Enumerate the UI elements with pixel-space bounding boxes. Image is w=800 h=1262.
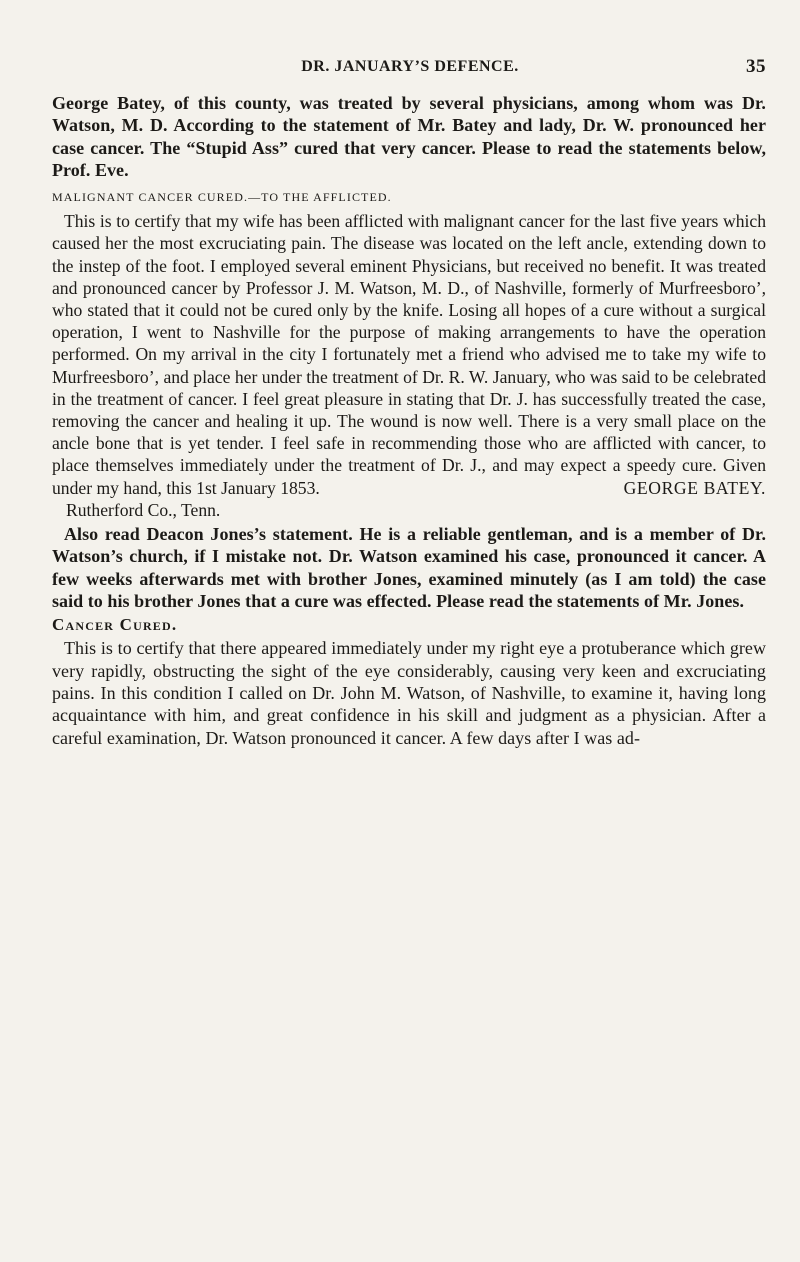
opening-paragraph: George Batey, of this county, was treated by several physicians, among whom was Dr. Watson, M. D. According to the statement of Mr. Batey and lady, Dr. W. pronounced her case cancer. The “Stupid Ass” cured that very cancer. Please to read the statements below, Prof. Eve. <box>52 93 766 181</box>
jones-certificate: This is to certify that there appeared immediately under my right eye a protuberance which grew very rapidly, obstructing the sight of the eye considerably, causing very keen and excruciating pains. In this condition I called on Dr. John M. Watson, of Nashville, to examine it, having long acquaintance with him, and great confidence in his skill and judgment as a physician. After a careful examination, Dr. Watson pronounced it cancer. A few days after I was ad- <box>52 638 766 748</box>
section-heading-malignant-cancer: MALIGNANT CANCER CURED.—TO THE AFFLICTED. <box>52 189 392 204</box>
running-title: DR. JANUARY’S DEFENCE. <box>301 58 519 75</box>
signature-place: Rutherford Co., Tenn. <box>66 499 221 520</box>
signature-name: GEORGE BATEY. <box>623 477 766 498</box>
jones-intro-paragraph: Also read Deacon Jones’s statement. He is a reliable gentleman, and is a member of Dr. Watson’s church, if I mistake not. Dr. Watson examined his case, pronounced it cancer. A few weeks afterwards met with brother Jones, examined minutely (as I am told) the case said to his brother Jones that a cure was effected. Please read the statements of Mr. Jones. <box>52 523 766 612</box>
running-head <box>54 58 766 82</box>
page-body <box>52 92 766 749</box>
page-number: 35 <box>746 56 766 77</box>
batey-certificate: This is to certify that my wife has been afflicted with malignant cancer for the last five years which caused her the most excruciating pain. The disease was located on the left ancle, extending down to the instep of the foot. I employed several eminent Physicians, but received no benefit. It was treated and pronounced cancer by Professor J. M. Watson, M. D., of Nashville, formerly of Murfreesboro’, who stated that it could not be cured only by the knife. Losing all hopes of a cure without a surgical operation, I went to Nashville for the purpose of making arrangements to have the operation performed. On my arrival in the city I fortunately met a friend who advised me to take my wife to Murfreesboro’, and place her under the treatment of Dr. R. W. January, who was said to be celebrated in the treatment of cancer. I feel great pleasure in stating that Dr. J. has successfully treated the case, removing the cancer and healing it up. The wound is now well. There is a very small place on the ancle bone that is yet tender. I feel safe in recommending those who are afflicted with cancer, to place themselves immediately under the treatment of Dr. J., and may expect a speedy cure. Given under my hand, this 1st January 1853. <box>52 211 766 498</box>
section-heading-cancer-cured: Cancer Cured. <box>52 614 178 634</box>
